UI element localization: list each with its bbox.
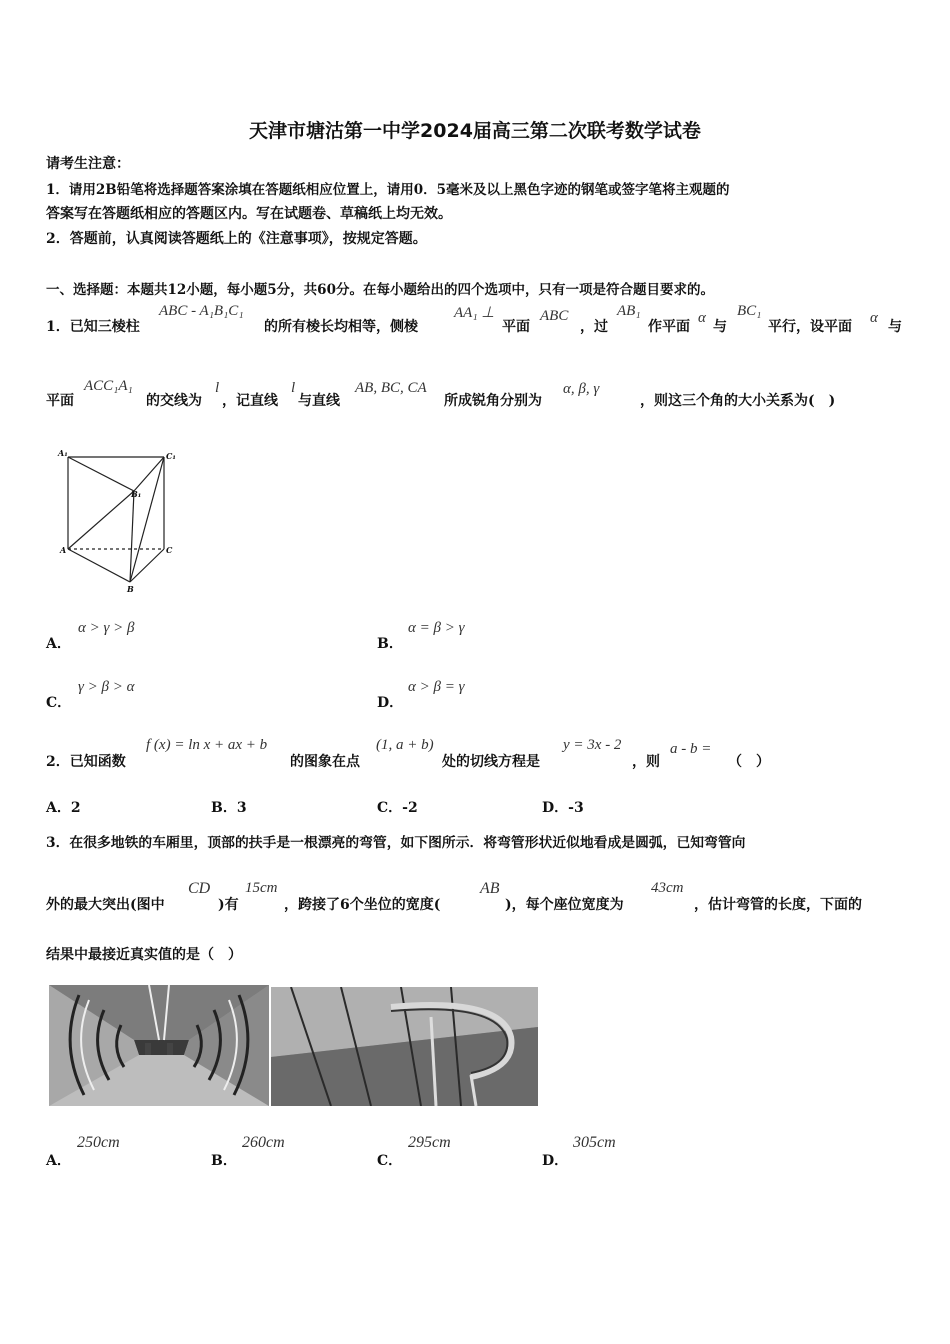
vertex-label-A1: A₁ bbox=[58, 448, 68, 458]
page-title: 天津市塘沽第一中学2024届高三第二次联考数学试卷 bbox=[249, 120, 701, 142]
q2-text: ，则 bbox=[632, 754, 660, 770]
q3-text: 3．在很多地铁的车厢里，顶部的扶手是一根漂亮的弯管，如下图所示．将弯管形状近似地看成是圆弧，已知弯管向 bbox=[46, 835, 746, 851]
q1-option-d-letter[interactable]: D． bbox=[377, 695, 404, 711]
q3-option-b[interactable]: 260cm bbox=[242, 1134, 285, 1151]
q1-option-a[interactable]: α > γ > β bbox=[78, 620, 135, 636]
q1-option-c-letter[interactable]: C． bbox=[46, 695, 72, 711]
prism-figure bbox=[56, 445, 186, 595]
q2-option-value: -2 bbox=[402, 800, 418, 816]
q3-text: )有 bbox=[218, 897, 239, 913]
subway-photo-right bbox=[271, 987, 538, 1106]
q3-cd-expr: CD bbox=[188, 880, 211, 897]
notice-item-1-cont: 答案写在答题纸相应的答题区内。写在试题卷、草稿纸上均无效。 bbox=[46, 206, 452, 222]
q2-option-d[interactable] bbox=[542, 797, 584, 817]
q3-text: ，跨接了6个坐位的宽度( bbox=[284, 897, 441, 913]
q1-line-l: l bbox=[215, 380, 220, 396]
q3-option-c[interactable]: 295cm bbox=[408, 1134, 451, 1151]
notice-heading: 请考生注意： bbox=[46, 156, 130, 172]
subway-photo-left bbox=[49, 985, 269, 1106]
q1-line-expr: BC₁ bbox=[737, 303, 762, 319]
q2-option-letter: C． bbox=[377, 800, 403, 816]
q2-tangent-expr: y = 3x - 2 bbox=[563, 737, 622, 753]
notice-item-2: 2．答题前，认真阅读答题纸上的《注意事项》，按规定答题。 bbox=[46, 231, 427, 247]
q2-option-value: -3 bbox=[568, 800, 584, 816]
subway-photo-left-art bbox=[49, 985, 269, 1106]
q1-option-b-letter[interactable]: B． bbox=[377, 636, 403, 652]
q3-text: ，估计弯管的长度，下面的 bbox=[694, 897, 862, 913]
q1-plane-expr: ABC bbox=[540, 308, 569, 324]
q1-text: 与 bbox=[713, 319, 727, 335]
q1-line-l: l bbox=[291, 380, 296, 396]
q2-option-value: 2 bbox=[70, 800, 81, 816]
q1-alpha: α bbox=[870, 310, 878, 326]
q1-text: 平面 bbox=[502, 319, 530, 335]
q3-option-c-letter[interactable]: C． bbox=[377, 1153, 403, 1169]
vertex-label-C1: C₁ bbox=[166, 451, 176, 461]
q2-text: 的图象在点 bbox=[290, 754, 360, 770]
q2-point-expr: (1, a + b) bbox=[376, 737, 434, 753]
q1-alpha: α bbox=[698, 310, 706, 326]
q2-option-letter: A． bbox=[46, 800, 71, 816]
q3-ab-expr: AB bbox=[480, 880, 500, 897]
q1-plane-expr: ACC₁A₁ bbox=[84, 378, 133, 394]
q1-line-expr: AB₁ bbox=[617, 303, 641, 319]
vertex-label-B: B bbox=[127, 584, 134, 594]
q1-option-a-letter[interactable]: A． bbox=[46, 636, 71, 652]
q2-option-a[interactable] bbox=[46, 797, 81, 817]
q2-target-expr: a - b = bbox=[670, 741, 712, 757]
q3-option-b-letter[interactable]: B． bbox=[211, 1153, 237, 1169]
section-header: 一、选择题：本题共12小题，每小题5分，共60分。在每小题给出的四个选项中，只有一项是符合题目要求的。 bbox=[46, 282, 714, 298]
q3-option-a[interactable]: 250cm bbox=[77, 1134, 120, 1151]
q3-width-expr: 43cm bbox=[651, 880, 684, 896]
notice-item-1: 1．请用2B铅笔将选择题答案涂填在答题纸相应位置上，请用0．5毫米及以上黑色字迹的钢笔或签字笔将主观题的 bbox=[46, 182, 730, 198]
q1-text: ，过 bbox=[580, 319, 608, 335]
vertex-label-B1: B₁ bbox=[131, 489, 142, 499]
q2-function-expr: f (x) = ln x + ax + b bbox=[146, 737, 268, 753]
q1-text: 与 bbox=[888, 319, 902, 335]
q2-option-c[interactable] bbox=[377, 797, 418, 817]
q1-angles-expr: α, β, γ bbox=[563, 381, 600, 397]
q2-text: （ ） bbox=[728, 754, 770, 770]
q1-text: ，则这三个角的大小关系为( ) bbox=[640, 393, 836, 409]
q1-option-b[interactable]: α = β > γ bbox=[408, 620, 465, 636]
vertex-label-A: A bbox=[60, 545, 67, 555]
q1-text: 平行，设平面 bbox=[768, 319, 852, 335]
q3-text: 外的最大突出(图中 bbox=[46, 897, 165, 913]
q3-option-d[interactable]: 305cm bbox=[573, 1134, 616, 1151]
q1-edge-expr: AA₁ ⊥ bbox=[454, 305, 495, 321]
q2-option-letter: B． bbox=[211, 800, 237, 816]
q3-text: 结果中最接近真实值的是（ ） bbox=[46, 947, 242, 963]
q2-option-letter: D． bbox=[542, 800, 569, 816]
q2-option-value: 3 bbox=[236, 800, 247, 816]
q1-option-d[interactable]: α > β = γ bbox=[408, 679, 465, 695]
subway-photo-right-art bbox=[271, 987, 538, 1106]
q1-lines-expr: AB, BC, CA bbox=[355, 380, 427, 396]
q3-bulge-expr: 15cm bbox=[245, 880, 278, 896]
q1-text: 作平面 bbox=[648, 319, 690, 335]
q1-text: 的所有棱长均相等，侧棱 bbox=[264, 319, 418, 335]
q2-text: 处的切线方程是 bbox=[442, 754, 540, 770]
q3-option-d-letter[interactable]: D． bbox=[542, 1153, 569, 1169]
q1-text: ，记直线 bbox=[222, 393, 278, 409]
q2-text: 2．已知函数 bbox=[46, 754, 126, 770]
q3-option-a-letter[interactable]: A． bbox=[46, 1153, 71, 1169]
q1-text: 1．已知三棱柱 bbox=[46, 319, 140, 335]
q1-text: 所成锐角分别为 bbox=[444, 393, 542, 409]
q1-text: 平面 bbox=[46, 393, 74, 409]
vertex-label-C: C bbox=[166, 545, 173, 555]
q2-option-b[interactable] bbox=[211, 797, 247, 817]
q1-option-c[interactable]: γ > β > α bbox=[78, 679, 135, 695]
q3-text: )，每个座位宽度为 bbox=[505, 897, 624, 913]
q1-text: 与直线 bbox=[298, 393, 340, 409]
q1-text: 的交线为 bbox=[146, 393, 202, 409]
q1-prism-expr: ABC - A₁B₁C₁ bbox=[159, 303, 244, 319]
